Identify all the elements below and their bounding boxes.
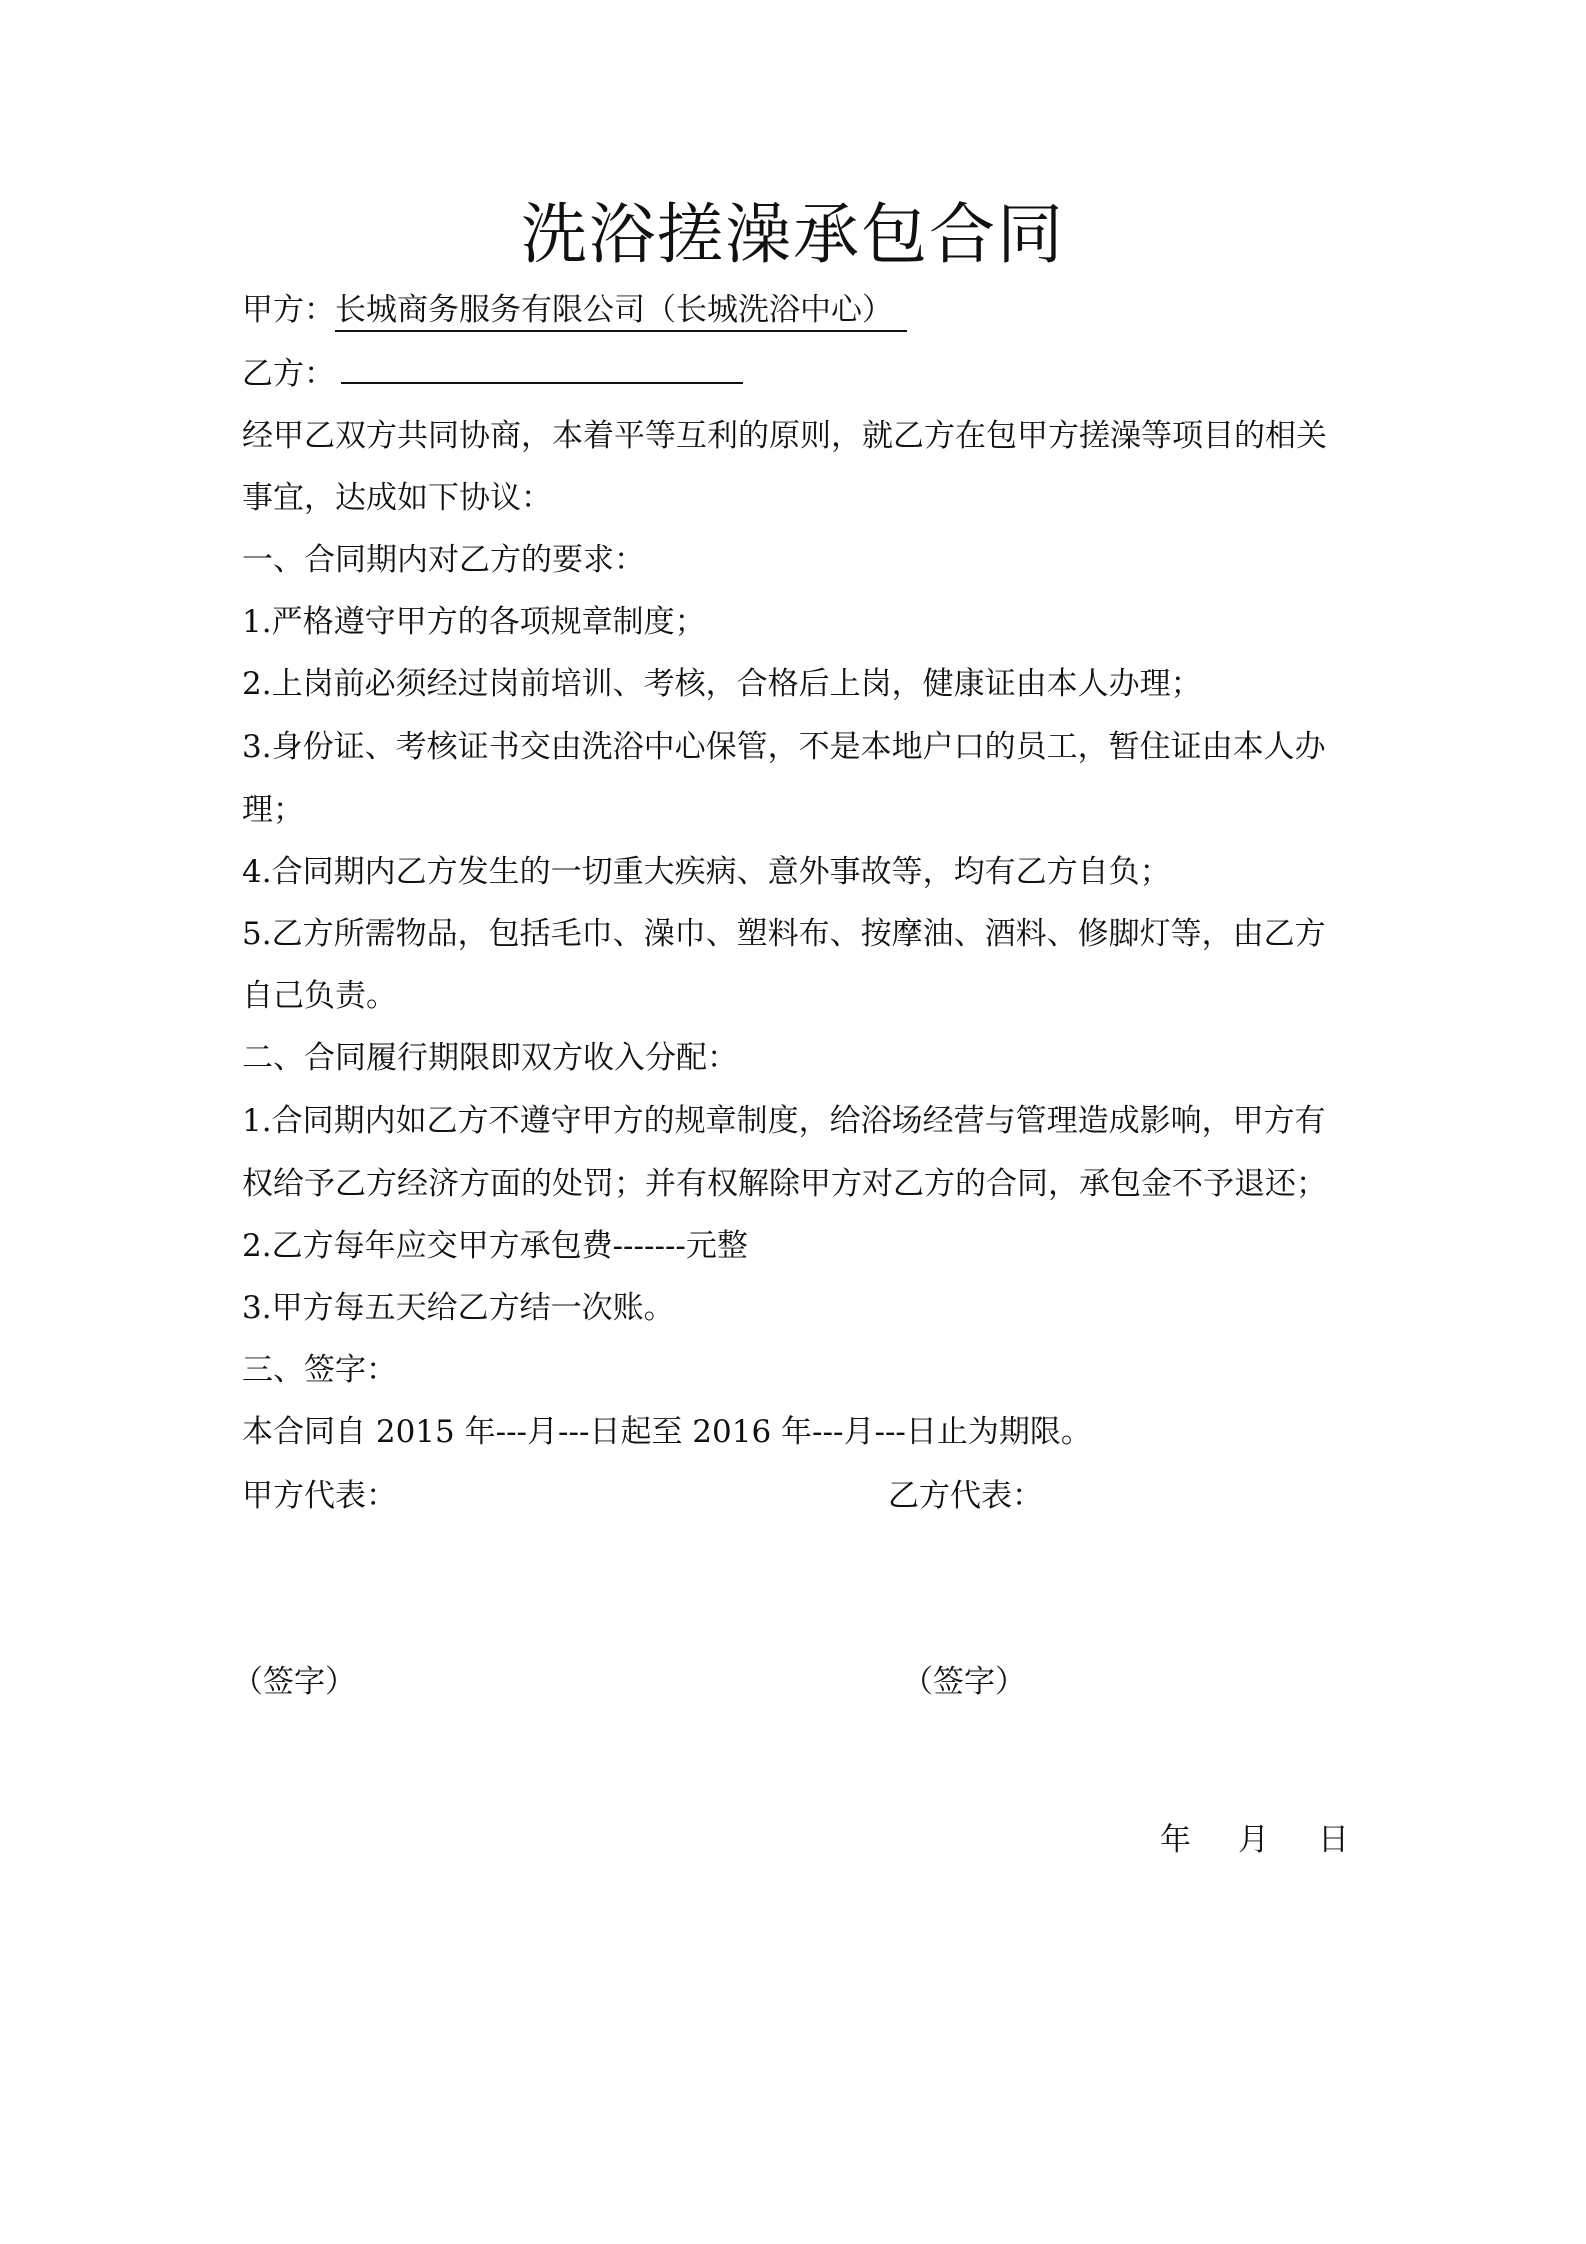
party-b-representative-label: 乙方代表：: [888, 1478, 1043, 1514]
party-a-line: [242, 288, 907, 332]
party-b-label: 乙方：: [242, 356, 335, 392]
party-b-signature-label: （签字）: [902, 1664, 1026, 1700]
date-year-label: 年: [1160, 1822, 1191, 1858]
party-b-line: [242, 352, 743, 396]
section-3-heading: 三、签字：: [242, 1352, 397, 1388]
section-2-item-1-line-2: 权给予乙方经济方面的处罚；并有权解除甲方对乙方的合同，承包金不予退还；: [242, 1166, 1327, 1202]
intro-line-2: 事宜，达成如下协议：: [242, 480, 552, 516]
party-a-representative-label: 甲方代表：: [242, 1478, 397, 1514]
section-1-item-1: 1.严格遵守甲方的各项规章制度；: [242, 604, 706, 640]
section-2-item-1-line-1: 1.合同期内如乙方不遵守甲方的规章制度，给浴场经营与管理造成影响，甲方有: [242, 1103, 1326, 1139]
section-2-heading: 二、合同履行期限即双方收入分配：: [242, 1040, 738, 1076]
section-1-item-5-line-1: 5.乙方所需物品，包括毛巾、澡巾、塑料布、按摩油、酒料、修脚灯等，由乙方: [242, 916, 1326, 952]
party-a-name: 长城商务服务有限公司（长城洗浴中心）: [335, 292, 907, 332]
section-1-item-3-line-2: 理；: [242, 792, 304, 828]
section-1-item-2: 2.上岗前必须经过岗前培训、考核，合格后上岗，健康证由本人办理；: [242, 666, 1202, 702]
party-a-label: 甲方：: [242, 292, 335, 328]
party-a-signature-label: （签字）: [232, 1664, 356, 1700]
section-2-item-2: 2.乙方每年应交甲方承包费-------元整: [242, 1228, 748, 1264]
date-month-label: 月: [1238, 1822, 1269, 1858]
document-title: 洗浴搓澡承包合同: [521, 196, 1065, 273]
date-day-label: 日: [1318, 1822, 1349, 1858]
section-1-item-3-line-1: 3.身份证、考核证书交由洗浴中心保管，不是本地户口的员工，暂住证由本人办: [242, 729, 1326, 765]
section-2-item-3: 3.甲方每五天给乙方结一次账。: [242, 1290, 675, 1326]
section-1-item-4: 4.合同期内乙方发生的一切重大疾病、意外事故等，均有乙方自负；: [242, 854, 1171, 890]
section-1-item-5-line-2: 自己负责。: [242, 978, 397, 1014]
intro-line-1: 经甲乙双方共同协商，本着平等互利的原则，就乙方在包甲方搓澡等项目的相关: [242, 418, 1327, 454]
contract-term-line: 本合同自 2015 年---月---日起至 2016 年---月---日止为期限。: [242, 1414, 1092, 1450]
party-b-name-blank: [341, 352, 743, 384]
section-1-heading: 一、合同期内对乙方的要求：: [242, 542, 645, 578]
